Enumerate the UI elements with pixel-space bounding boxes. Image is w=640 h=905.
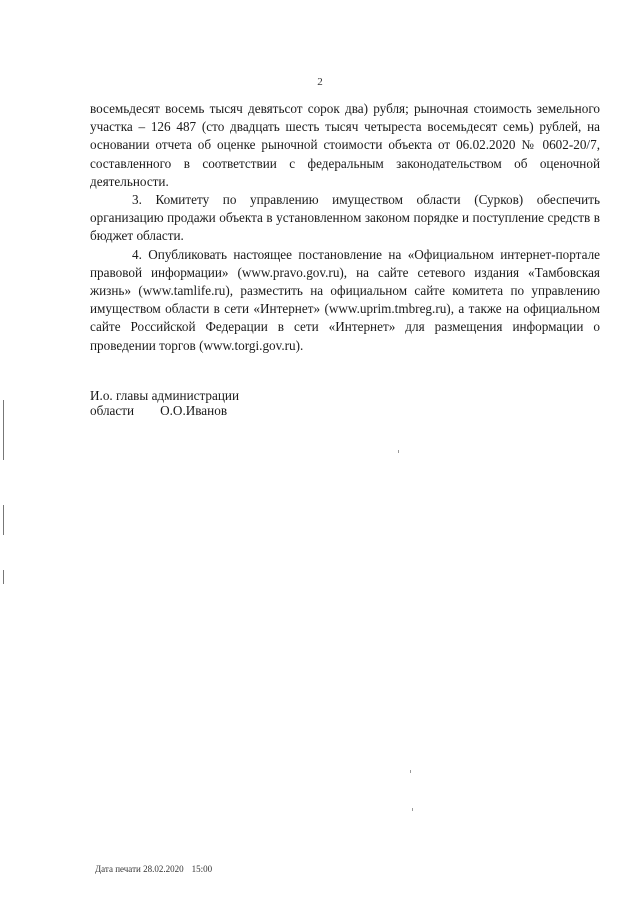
paragraph-4: 4. Опубликовать настоящее постановление на «Официальном интернет-портале правовой информации» (www.pravo.gov.ru), на сайте сетевого издания «Тамбовская жизнь» (www.tamlife.ru), разместить на официальном сайте комитета по управлению имуществом области в сети «Интернет» (www.uprim.tmbreg.ru), а также на официальном сайте Российской Федерации в сети «Интернет» для размещения информации о проведении торгов (www.torgi.gov.ru). (90, 246, 600, 353)
scan-artifact-left-3 (3, 570, 4, 584)
scan-speck-2 (410, 770, 411, 773)
page-number: 2 (317, 76, 323, 88)
paragraph-continuation: восемьдесят восемь тысяч девятьсот сорок два) рубля; рыночная стоимость земельного участка – 126 487 (сто двадцать шесть тысяч четыреста восемьдесят семь) рублей, на основании отчета об оценке рыночной стоимости объекта от 06.02.2020 № 0602-20/7, составленного в соответствии с федеральным законодательством об оценочной деятельности. (90, 101, 600, 189)
signatory-position-line2: области (90, 403, 135, 418)
document-body (90, 100, 600, 355)
print-time: 15:00 (191, 864, 213, 874)
signatory-name: О.О.Иванов (160, 403, 228, 418)
scan-artifact-left-1 (3, 400, 4, 460)
scan-speck-3 (412, 808, 413, 811)
print-date: Дата печати 28.02.2020 (95, 864, 184, 874)
paragraph-3: 3. Комитету по управлению имуществом области (Сурков) обеспечить организацию продажи объекта в установленном законом порядке и поступление средств в бюджет области. (90, 192, 600, 244)
signatory-position-line1: И.о. главы администрации (90, 388, 240, 403)
print-footer (95, 864, 212, 874)
scan-speck-1 (398, 450, 399, 453)
signature-block (90, 388, 239, 418)
scan-artifact-left-2 (3, 505, 4, 535)
signatory-position-line2-row (90, 403, 239, 418)
